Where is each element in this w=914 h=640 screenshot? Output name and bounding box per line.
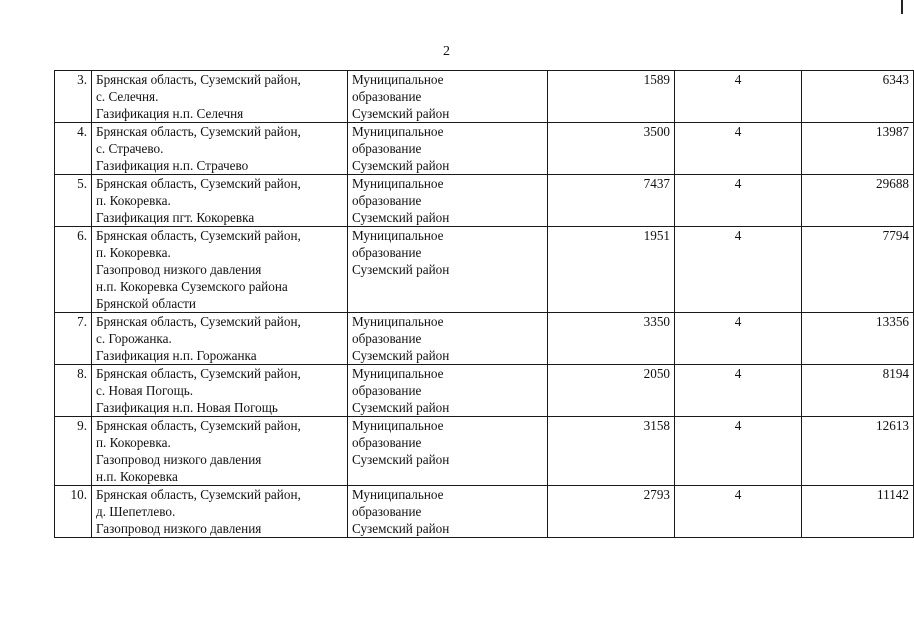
address-cell-line: с. Новая Погощь. (96, 383, 194, 398)
table-row (55, 486, 914, 538)
address-cell-line: Брянской области (96, 296, 196, 311)
owner-cell-line: Суземский район (352, 106, 450, 121)
length-cell: 2793 (548, 486, 675, 538)
owner-cell (348, 123, 548, 175)
owner-cell-line: Муниципальное (352, 418, 444, 433)
owner-cell-line: Муниципальное (352, 176, 444, 191)
address-cell-line: Газопровод низкого давления (96, 452, 262, 467)
row-number-cell: 6. (55, 227, 92, 313)
address-cell (92, 486, 348, 538)
row-number-cell: 4. (55, 123, 92, 175)
cost-cell: 29688 (802, 175, 914, 227)
table-row (55, 227, 914, 313)
address-cell-line: Брянская область, Суземский район, (96, 418, 301, 433)
owner-cell-line: образование (352, 193, 422, 208)
address-cell-line: с. Горожанка. (96, 331, 172, 346)
owner-cell (348, 175, 548, 227)
page-edge-mark (901, 0, 903, 14)
address-cell-line: Брянская область, Суземский район, (96, 314, 301, 329)
address-cell-line: Газификация н.п. Страчево (96, 158, 249, 173)
cost-cell: 12613 (802, 417, 914, 486)
address-cell-line: н.п. Кокоревка Суземского района (96, 279, 288, 294)
address-cell-line: Брянская область, Суземский район, (96, 366, 301, 381)
table-row (55, 71, 914, 123)
owner-cell-line: Муниципальное (352, 72, 444, 87)
address-cell-line: Брянская область, Суземский район, (96, 124, 301, 139)
address-cell-line: н.п. Кокоревка (96, 469, 178, 484)
owner-cell (348, 486, 548, 538)
owner-cell-line: Муниципальное (352, 314, 444, 329)
owner-cell-line: образование (352, 89, 422, 104)
row-number-cell: 7. (55, 313, 92, 365)
owner-cell-line: Суземский район (352, 452, 450, 467)
owner-cell-line: Суземский район (352, 210, 450, 225)
length-cell: 3158 (548, 417, 675, 486)
address-cell (92, 365, 348, 417)
table-row (55, 123, 914, 175)
category-cell: 4 (675, 227, 802, 313)
owner-cell-line: образование (352, 245, 422, 260)
address-cell-line: Газификация н.п. Новая Погощь (96, 400, 278, 415)
cost-cell: 6343 (802, 71, 914, 123)
owner-cell-line: Суземский район (352, 400, 450, 415)
table-row (55, 365, 914, 417)
address-cell (92, 123, 348, 175)
address-cell-line: с. Страчево. (96, 141, 164, 156)
objects-table (54, 70, 914, 538)
address-cell-line: Газификация н.п. Селечня (96, 106, 244, 121)
owner-cell-line: Суземский район (352, 262, 450, 277)
owner-cell-line: образование (352, 141, 422, 156)
table-body (55, 71, 914, 538)
length-cell: 2050 (548, 365, 675, 417)
address-cell (92, 175, 348, 227)
length-cell: 1589 (548, 71, 675, 123)
owner-cell (348, 313, 548, 365)
length-cell: 1951 (548, 227, 675, 313)
page-number: 2 (443, 44, 450, 59)
category-cell: 4 (675, 486, 802, 538)
owner-cell-line: образование (352, 435, 422, 450)
length-cell: 7437 (548, 175, 675, 227)
address-cell-line: Газопровод низкого давления (96, 262, 262, 277)
row-number-cell: 5. (55, 175, 92, 227)
address-cell (92, 227, 348, 313)
owner-cell (348, 417, 548, 486)
cost-cell: 13987 (802, 123, 914, 175)
length-cell: 3500 (548, 123, 675, 175)
address-cell-line: Газификация н.п. Горожанка (96, 348, 257, 363)
cost-cell: 11142 (802, 486, 914, 538)
owner-cell (348, 365, 548, 417)
owner-cell-line: Муниципальное (352, 228, 444, 243)
address-cell-line: Газопровод низкого давления (96, 521, 262, 536)
owner-cell (348, 227, 548, 313)
address-cell (92, 71, 348, 123)
category-cell: 4 (675, 71, 802, 123)
address-cell (92, 417, 348, 486)
address-cell-line: с. Селечня. (96, 89, 159, 104)
owner-cell-line: Суземский район (352, 521, 450, 536)
cost-cell: 13356 (802, 313, 914, 365)
category-cell: 4 (675, 313, 802, 365)
row-number-cell: 8. (55, 365, 92, 417)
table-row (55, 175, 914, 227)
address-cell-line: п. Кокоревка. (96, 245, 171, 260)
address-cell-line: Брянская область, Суземский район, (96, 228, 301, 243)
owner-cell-line: Суземский район (352, 158, 450, 173)
address-cell-line: Брянская область, Суземский район, (96, 72, 301, 87)
address-cell-line: п. Кокоревка. (96, 193, 171, 208)
owner-cell-line: Муниципальное (352, 487, 444, 502)
address-cell-line: Брянская область, Суземский район, (96, 176, 301, 191)
category-cell: 4 (675, 175, 802, 227)
table-row (55, 313, 914, 365)
cost-cell: 8194 (802, 365, 914, 417)
owner-cell-line: Муниципальное (352, 124, 444, 139)
table-row (55, 417, 914, 486)
row-number-cell: 10. (55, 486, 92, 538)
owner-cell-line: Суземский район (352, 348, 450, 363)
address-cell-line: Брянская область, Суземский район, (96, 487, 301, 502)
row-number-cell: 3. (55, 71, 92, 123)
address-cell-line: п. Кокоревка. (96, 435, 171, 450)
owner-cell-line: Муниципальное (352, 366, 444, 381)
owner-cell-line: образование (352, 383, 422, 398)
category-cell: 4 (675, 417, 802, 486)
owner-cell (348, 71, 548, 123)
category-cell: 4 (675, 123, 802, 175)
length-cell: 3350 (548, 313, 675, 365)
owner-cell-line: образование (352, 331, 422, 346)
address-cell-line: Газификация пгт. Кокоревка (96, 210, 255, 225)
owner-cell-line: образование (352, 504, 422, 519)
row-number-cell: 9. (55, 417, 92, 486)
category-cell: 4 (675, 365, 802, 417)
address-cell-line: д. Шепетлево. (96, 504, 176, 519)
address-cell (92, 313, 348, 365)
cost-cell: 7794 (802, 227, 914, 313)
